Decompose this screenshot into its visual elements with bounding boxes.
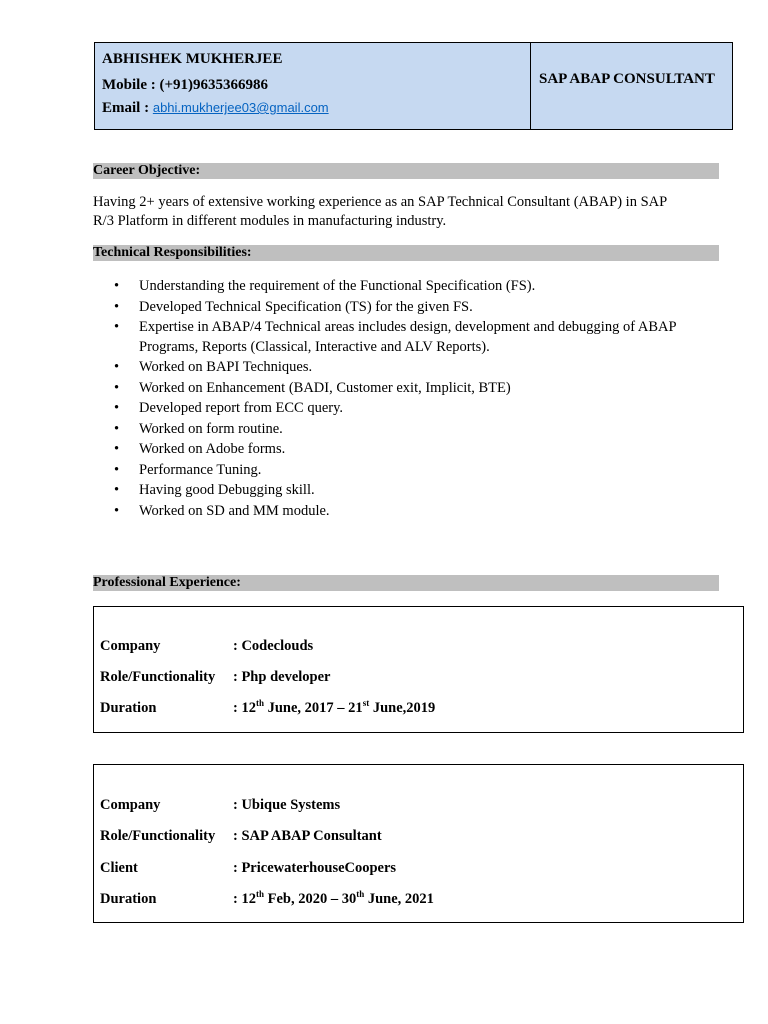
duration-value: : 12th June, 2017 – 21st June,2019 — [233, 698, 436, 716]
company-row — [100, 797, 340, 814]
career-line-2: R/3 Platform in different modules in manufacturing industry. — [93, 213, 447, 229]
company-value: : Codeclouds — [233, 638, 314, 654]
career-objective-text — [93, 193, 723, 231]
mobile-label: Mobile : — [102, 77, 160, 93]
list-item — [93, 440, 723, 460]
email-line — [102, 100, 329, 117]
list-item-text: Worked on Adobe forms. — [139, 441, 286, 457]
title-cell — [531, 43, 732, 129]
list-item-text: Worked on SD and MM module. — [139, 502, 330, 519]
contact-cell — [95, 43, 531, 129]
role-label: Role/Functionality — [100, 669, 216, 685]
role-label: Role/Functionality — [100, 828, 216, 844]
list-item-text: Worked on Enhancement (BADI, Customer exit, Implicit, BTE) — [139, 379, 511, 396]
header-table — [94, 42, 733, 130]
list-item — [93, 358, 723, 378]
client-label: Client — [100, 860, 138, 876]
list-item — [93, 318, 723, 357]
list-item — [93, 399, 723, 419]
bullet-icon: • — [114, 379, 120, 396]
duration-row — [100, 891, 434, 908]
bullet-icon: • — [114, 461, 120, 478]
list-item-text-continued: Programs, Reports (Classical, Interactive and ALV Reports). — [139, 338, 490, 355]
duration-label: Duration — [100, 700, 157, 716]
list-item-text: Expertise in ABAP/4 Technical areas includes design, development and debugging of ABAP — [139, 319, 677, 335]
career-line-1: Having 2+ years of extensive working experience as an SAP Technical Consultant (ABAP) in SAP — [93, 194, 668, 210]
client-value: : PricewaterhouseCoopers — [233, 860, 397, 876]
bullet-icon: • — [114, 298, 120, 315]
bullet-icon: • — [114, 278, 120, 294]
bullet-icon: • — [114, 441, 120, 457]
list-item-text: Worked on BAPI Techniques. — [139, 359, 313, 375]
list-item-text: Developed Technical Specification (TS) for the given FS. — [139, 298, 473, 315]
career-objective-heading: Career Objective: — [93, 163, 719, 179]
company-row — [100, 638, 313, 655]
list-item — [93, 481, 723, 501]
bullet-icon: • — [114, 400, 120, 416]
list-item-text: Developed report from ECC query. — [139, 400, 344, 416]
technical-responsibilities-heading: Technical Responsibilities: — [93, 245, 719, 261]
job-title: SAP ABAP CONSULTANT — [539, 71, 715, 87]
company-value: : Ubique Systems — [233, 797, 341, 813]
bullet-icon: • — [114, 420, 120, 437]
list-item — [93, 502, 723, 522]
responsibilities-list — [93, 277, 723, 522]
company-label: Company — [100, 638, 161, 654]
duration-row — [100, 700, 435, 717]
list-item — [93, 277, 723, 297]
role-row — [100, 828, 382, 845]
role-value: : SAP ABAP Consultant — [233, 828, 382, 844]
experience-box-1 — [93, 606, 744, 733]
experience-box-2 — [93, 764, 744, 923]
list-item-text: Worked on form routine. — [139, 420, 283, 437]
company-label: Company — [100, 797, 161, 813]
list-item-text: Performance Tuning. — [139, 461, 262, 478]
candidate-name: ABHISHEK MUKHERJEE — [102, 51, 283, 67]
mobile-line — [102, 77, 268, 94]
duration-value: : 12th Feb, 2020 – 30th June, 2021 — [233, 889, 434, 907]
list-item-text: Understanding the requirement of the Functional Specification (FS). — [139, 278, 536, 294]
list-item — [93, 420, 723, 440]
role-value: : Php developer — [233, 669, 331, 685]
list-item — [93, 461, 723, 481]
list-item-text: Having good Debugging skill. — [139, 482, 315, 498]
professional-experience-heading: Professional Experience: — [93, 575, 719, 591]
bullet-icon: • — [114, 359, 120, 375]
bullet-icon: • — [114, 482, 120, 498]
client-row — [100, 860, 396, 877]
list-item — [93, 379, 723, 399]
email-link[interactable]: abhi.mukherjee03@gmail.com — [152, 100, 329, 115]
duration-label: Duration — [100, 891, 157, 907]
email-label: Email : — [102, 100, 153, 116]
mobile-value: (+91)9635366986 — [159, 77, 269, 93]
bullet-icon: • — [114, 319, 120, 335]
bullet-icon: • — [114, 502, 120, 519]
list-item — [93, 298, 723, 318]
role-row — [100, 669, 330, 686]
